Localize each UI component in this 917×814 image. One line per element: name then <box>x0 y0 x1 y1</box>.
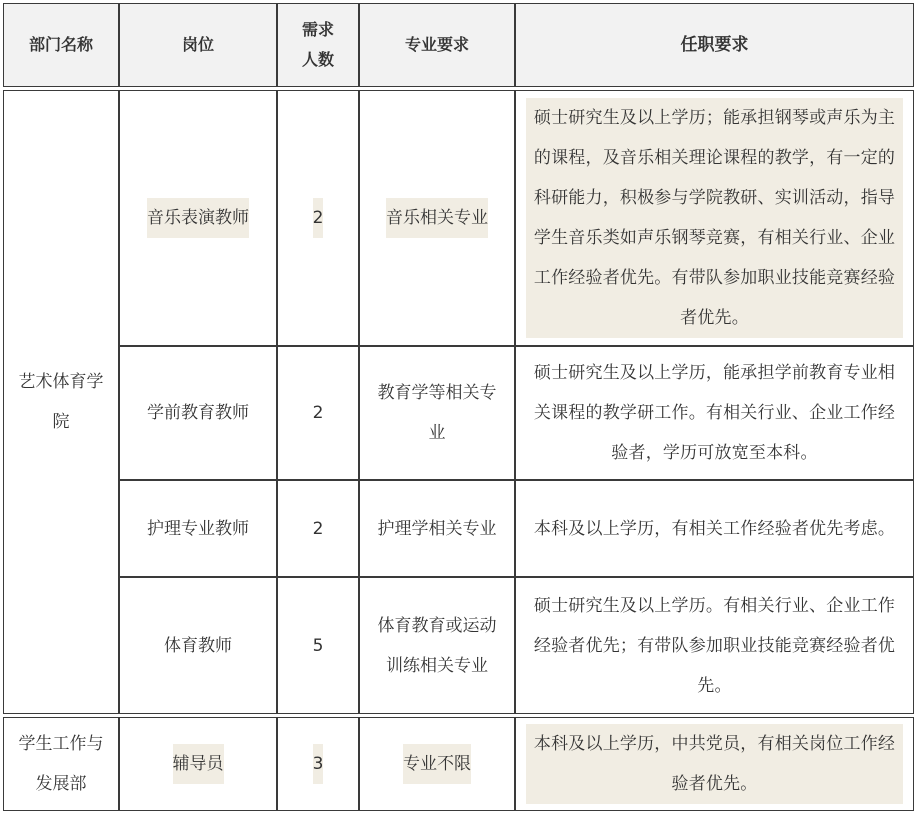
requirements-text: 硕士研究生及以上学历，能承担学前教育专业相关课程的教学研工作。有相关行业、企业工作经验者，学历可放宽至本科。 <box>533 363 896 463</box>
position-label: 音乐表演教师 <box>147 198 249 238</box>
count-value: 3 <box>313 744 324 784</box>
department-cell <box>3 717 119 811</box>
header-position-label: 岗位 <box>181 35 214 54</box>
major-label: 音乐相关专业 <box>386 198 488 238</box>
table-row-requirements <box>515 480 914 577</box>
table-row-major <box>359 480 515 577</box>
table-row-position <box>119 90 277 346</box>
table-row-requirements <box>515 90 914 346</box>
department-name: 学生工作与发展部 <box>18 734 104 794</box>
count-value: 2 <box>313 198 324 238</box>
major-label: 教育学等相关专业 <box>377 383 497 443</box>
header-count <box>277 3 359 87</box>
table-row-count <box>277 717 359 811</box>
department-cell <box>3 90 119 714</box>
table-row-position <box>119 717 277 811</box>
header-position <box>119 3 277 87</box>
table-row-count <box>277 480 359 577</box>
requirements-text: 本科及以上学历，有相关工作经验者优先考虑。 <box>533 518 896 539</box>
table-row-requirements <box>515 346 914 480</box>
header-count-label: 需求人数 <box>301 20 334 69</box>
requirements-text: 硕士研究生及以上学历；能承担钢琴或声乐为主的课程，及音乐相关理论课程的教学，有一定的科研能力，积极参与学院教研、实训活动，指导学生音乐类如声乐钢琴竞赛，有相关行业、企业工作经验者优先。有带队参加职业技能竞赛经验者优先。 <box>526 98 903 338</box>
requirements-text: 硕士研究生及以上学历。有相关行业、企业工作经验者优先；有带队参加职业技能竞赛经验者优先。 <box>533 595 896 696</box>
header-requirements <box>515 3 914 87</box>
table-row-position <box>119 346 277 480</box>
header-requirements-label: 任职要求 <box>680 35 749 55</box>
major-label: 体育教育或运动训练相关专业 <box>377 615 497 676</box>
table-row-count <box>277 346 359 480</box>
count-value: 2 <box>312 518 324 539</box>
major-label: 专业不限 <box>403 744 471 784</box>
header-major <box>359 3 515 87</box>
table-row-major <box>359 346 515 480</box>
table-row-major <box>359 90 515 346</box>
major-label: 护理学相关专业 <box>377 518 497 539</box>
table-row-position <box>119 480 277 577</box>
table-row-major <box>359 577 515 714</box>
table-row-position <box>119 577 277 714</box>
table-row-major <box>359 717 515 811</box>
requirements-text: 本科及以上学历，中共党员，有相关岗位工作经验者优先。 <box>526 724 903 804</box>
count-value: 2 <box>312 403 324 423</box>
table-row-requirements <box>515 577 914 714</box>
department-name: 艺术体育学院 <box>18 372 104 432</box>
table-row-count <box>277 577 359 714</box>
header-department-label: 部门名称 <box>28 35 93 54</box>
count-value: 5 <box>312 635 324 656</box>
header-department <box>3 3 119 87</box>
position-label: 辅导员 <box>173 744 224 784</box>
position-label: 护理专业教师 <box>147 518 249 539</box>
table-row-count <box>277 90 359 346</box>
position-label: 体育教师 <box>164 635 232 656</box>
position-label: 学前教育教师 <box>147 403 249 423</box>
table-row-requirements <box>515 717 914 811</box>
header-major-label: 专业要求 <box>404 35 469 54</box>
